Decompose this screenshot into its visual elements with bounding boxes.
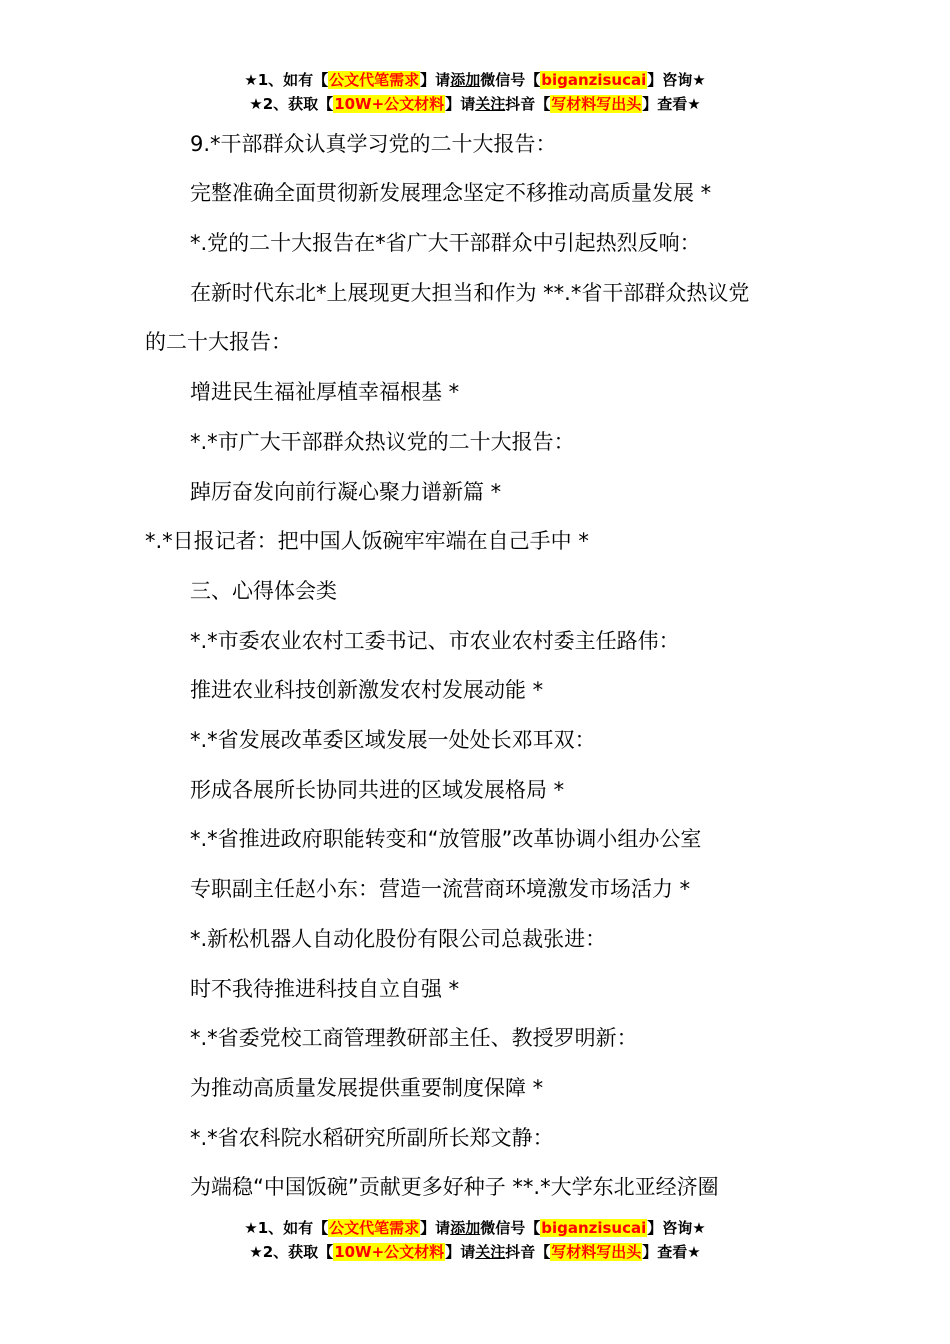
header-banner bbox=[0, 68, 950, 116]
banner-text: 】请 bbox=[445, 1243, 476, 1261]
section-heading: 三、心得体会类 bbox=[190, 579, 337, 603]
banner-text: 】请 bbox=[420, 1219, 451, 1237]
banner-text: ★2、获取【 bbox=[249, 95, 334, 113]
text-line: 的二十大报告： bbox=[145, 330, 292, 354]
banner-text: 抖音【 bbox=[505, 1243, 551, 1261]
text-line: 完整准确全面贯彻新发展理念坚定不移推动高质量发展 * bbox=[190, 181, 712, 205]
banner-underlined: 关注 bbox=[475, 95, 506, 113]
banner-text: 抖音【 bbox=[505, 95, 551, 113]
banner-line-1 bbox=[0, 1216, 950, 1240]
text-line: *.*日报记者：把中国人饭碗牢牢端在自己手中 * bbox=[145, 529, 589, 553]
banner-line-1 bbox=[0, 68, 950, 92]
banner-text: 】咨询★ bbox=[647, 71, 706, 89]
text-line: 9.*干部群众认真学习党的二十大报告： bbox=[190, 132, 557, 156]
banner-highlight: 写材料写出头 bbox=[551, 1243, 642, 1261]
footer-banner bbox=[0, 1216, 950, 1264]
text-line: 推进农业科技创新激发农村发展动能 * bbox=[190, 678, 544, 702]
text-line: 踔厉奋发向前行凝心聚力谱新篇 * bbox=[190, 480, 502, 504]
banner-highlight: biganzisucai bbox=[541, 1219, 647, 1237]
banner-text: ★1、如有【 bbox=[244, 1219, 329, 1237]
banner-text: 】查看★ bbox=[642, 1243, 701, 1261]
text-line: 增进民生福祉厚植幸福根基 * bbox=[190, 380, 460, 404]
text-line: 为推动高质量发展提供重要制度保障 * bbox=[190, 1076, 544, 1100]
text-line: *.*市委农业农村工委书记、市农业农村委主任路伟： bbox=[190, 629, 680, 653]
banner-highlight: 10W+公文材料 bbox=[334, 1243, 445, 1261]
banner-line-2 bbox=[0, 92, 950, 116]
banner-text: 微信号【 bbox=[480, 71, 541, 89]
banner-underlined: 添加 bbox=[450, 71, 481, 89]
text-line: *.*市广大干部群众热议党的二十大报告： bbox=[190, 430, 575, 454]
banner-highlight: 公文代笔需求 bbox=[329, 71, 420, 89]
banner-underlined: 添加 bbox=[450, 1219, 481, 1237]
text-line: 为端稳“中国饭碗”贡献更多好种子 **.*大学东北亚经济圈 bbox=[190, 1175, 719, 1199]
banner-highlight: biganzisucai bbox=[541, 71, 647, 89]
banner-text: 】请 bbox=[445, 95, 476, 113]
banner-underlined: 关注 bbox=[475, 1243, 506, 1261]
text-line: *.*省委党校工商管理教研部主任、教授罗明新： bbox=[190, 1026, 638, 1050]
banner-highlight: 公文代笔需求 bbox=[329, 1219, 420, 1237]
banner-highlight: 写材料写出头 bbox=[551, 95, 642, 113]
banner-highlight: 10W+公文材料 bbox=[334, 95, 445, 113]
banner-text: 】咨询★ bbox=[647, 1219, 706, 1237]
banner-text: ★2、获取【 bbox=[249, 1243, 334, 1261]
text-line: *.党的二十大报告在*省广大干部群众中引起热烈反响： bbox=[190, 231, 701, 255]
text-line: 在新时代东北*上展现更大担当和作为 **.*省干部群众热议党 bbox=[190, 281, 750, 305]
text-line: *.*省农科院水稻研究所副所长郑文静： bbox=[190, 1126, 554, 1150]
text-line: 时不我待推进科技自立自强 * bbox=[190, 977, 460, 1001]
banner-line-2 bbox=[0, 1240, 950, 1264]
banner-text: 微信号【 bbox=[480, 1219, 541, 1237]
text-line: 专职副主任赵小东：营造一流营商环境激发市场活力 * bbox=[190, 877, 691, 901]
banner-text: ★1、如有【 bbox=[244, 71, 329, 89]
banner-text: 】请 bbox=[420, 71, 451, 89]
text-line: *.*省推进政府职能转变和“放管服”改革协调小组办公室 bbox=[190, 827, 702, 851]
text-line: *.新松机器人自动化股份有限公司总裁张进： bbox=[190, 927, 607, 951]
banner-text: 】查看★ bbox=[642, 95, 701, 113]
text-line: *.*省发展改革委区域发展一处处长邓耳双： bbox=[190, 728, 596, 752]
text-line: 形成各展所长协同共进的区域发展格局 * bbox=[190, 778, 565, 802]
